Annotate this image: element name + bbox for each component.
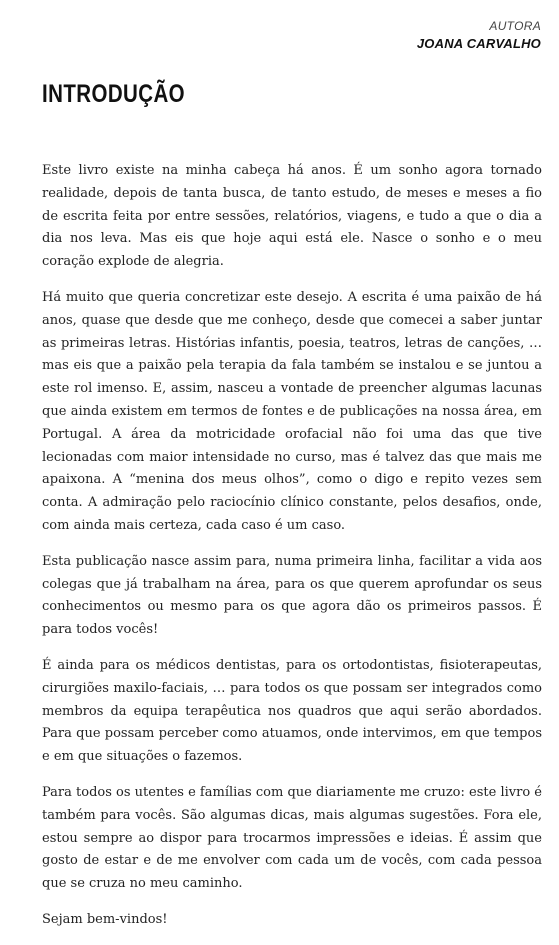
paragraph-3: Esta publicação nasce assim para, numa primeira linha, facilitar a vida aos colegas que já trabalham na área, para os que querem aprofundar os seus conhecimentos ou mesmo para os que agora dão os primeiros passos. É para todos vocês! — [42, 553, 542, 638]
paragraph-6: Sejam bem-vindos! — [42, 911, 168, 927]
paragraph-2: Há muito que queria concretizar este desejo. A escrita é uma paixão de há anos, quase que desde que me conheço, desde que comecei a saber juntar as primeiras letras. Histórias infantis, poesia, teatros, letras de canções, … mas eis que a paixão pela terapia da fala também se instalou e se juntou a este rol imenso. E, assim, nasceu a vontade de preencher algumas lacunas que ainda existem em termos de fontes e de publicações na nossa área, em Portugal. A área da motricidade orofacial não foi uma das que tive lecionadas com maior intensidade no curso, mas é talvez das que mais me apaixona. A “menina dos meus olhos”, como o digo e repito vezes sem conta. A admiração pelo raciocínio clínico constante, pelos desafios, onde, com ainda mais certeza, cada caso é um caso. — [42, 289, 542, 533]
author-block — [417, 18, 541, 52]
paragraph-5: Para todos os utentes e famílias com que diariamente me cruzo: este livro é também para vocês. São algumas dicas, mais algumas sugestões. Fora ele, estou sempre ao dispor para trocarmos impressões e ideias. É assim que gosto de estar e de me envolver com cada um de vocês, com cada pessoa que se cruza no meu caminho. — [42, 784, 542, 892]
paragraph-1: Este livro existe na minha cabeça há anos. É um sonho agora tornado realidade, depois de tanta busca, de tanto estudo, de meses e meses a fio de escrita feita por entre sessões, relatórios, viagens, e tudo a que o dia a dia nos leva. Mas eis que hoje aqui está ele. Nasce o sonho e o meu coração explode de alegria. — [42, 163, 542, 270]
author-name: JOANA CARVALHO — [416, 36, 541, 51]
author-label: AUTORA — [489, 19, 541, 33]
paragraph-4: É ainda para os médicos dentistas, para os ortodontistas, fisioterapeutas, cirurgiões maxilo-faciais, … para todos os que possam ser integrados como membros da equipa terapêutica nos quadros que aqui serão abordados. Para que possam perceber como atuamos, onde intervimos, em que tempos e em que situações o fazemos. — [42, 657, 542, 765]
page-title: INTRODUÇÃO — [42, 80, 186, 108]
body-text — [42, 160, 542, 945]
